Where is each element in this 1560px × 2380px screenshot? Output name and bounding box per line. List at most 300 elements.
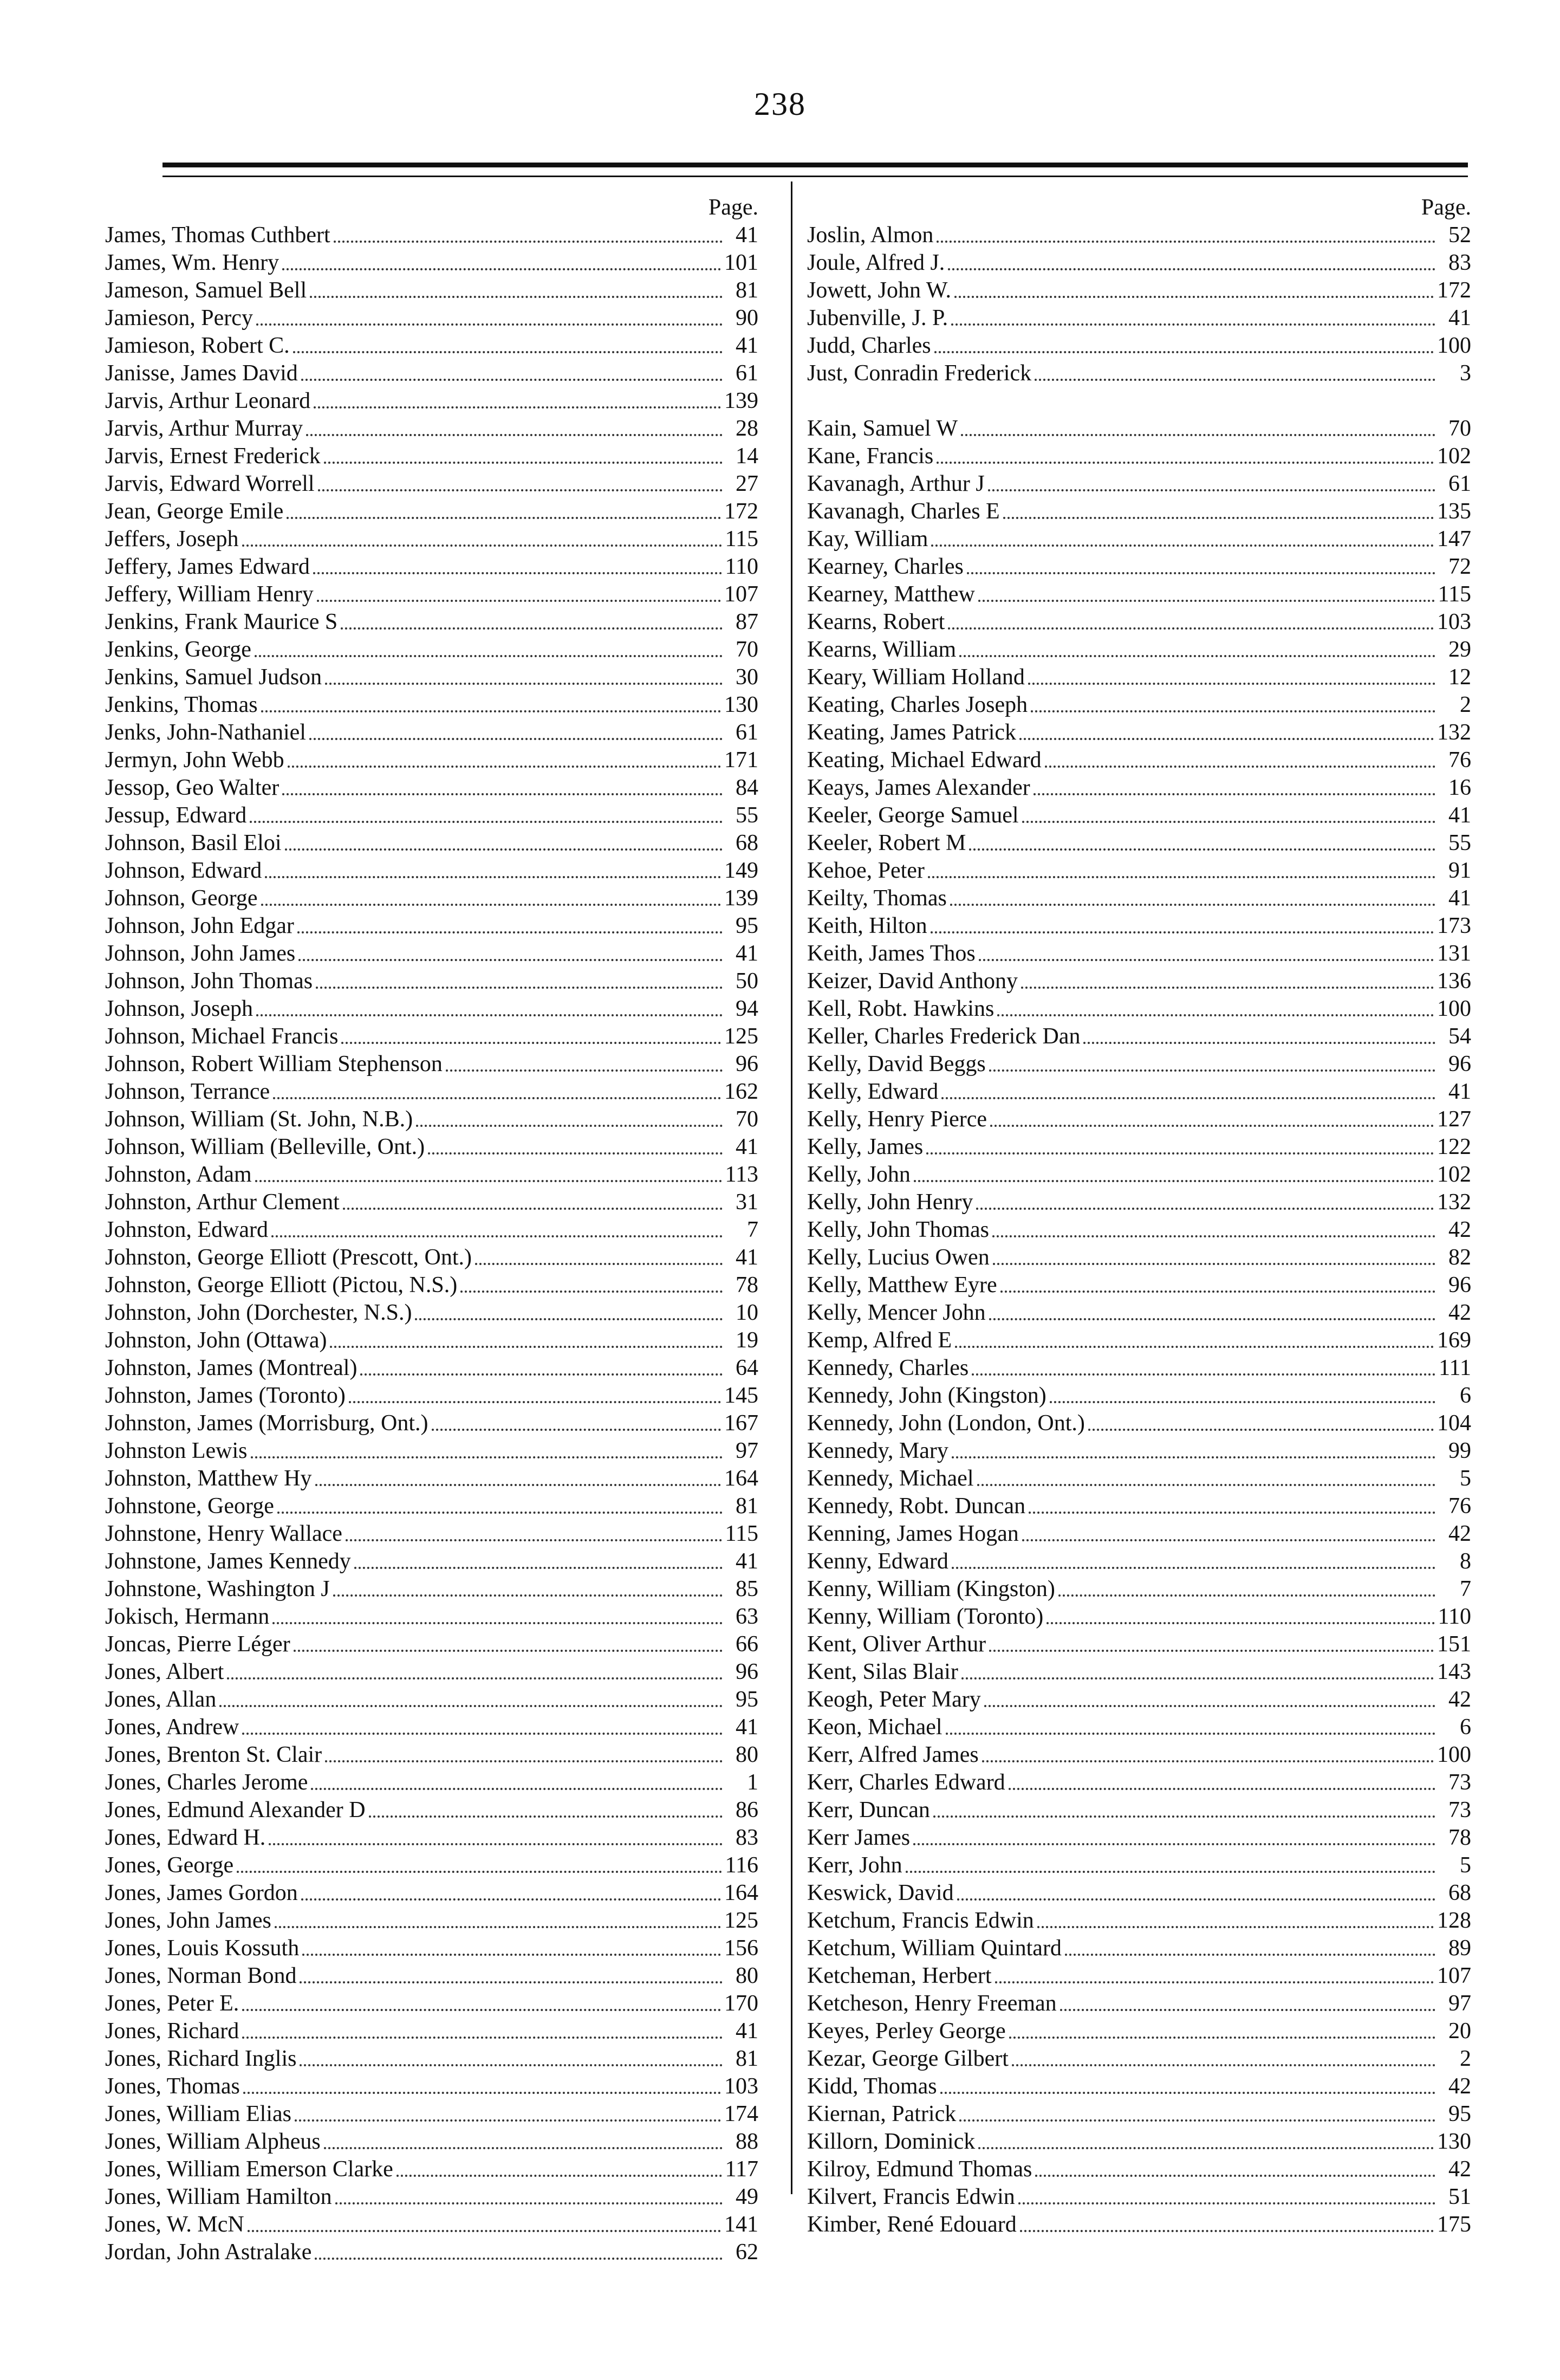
entry-page: 103 <box>1437 609 1471 634</box>
right-column <box>807 194 1471 2239</box>
header-rule-thin <box>162 176 1468 177</box>
entry-page: 125 <box>724 1908 758 1933</box>
leader-dots <box>256 323 723 326</box>
entry-page: 169 <box>1437 1328 1471 1353</box>
index-entry <box>807 1299 1471 1327</box>
entry-page: 145 <box>724 1383 758 1408</box>
index-entry <box>807 2018 1471 2045</box>
entry-page: 78 <box>1448 1825 1471 1850</box>
index-entry <box>105 2183 758 2211</box>
entry-name: Jones, Richard Inglis <box>105 2046 297 2071</box>
index-entry <box>105 2018 758 2045</box>
leader-dots <box>324 462 723 464</box>
leader-dots <box>271 1235 723 1237</box>
leader-dots <box>310 296 723 298</box>
entry-page: 42 <box>1448 1300 1471 1325</box>
index-entry <box>105 1161 758 1189</box>
entry-name: Janisse, James David <box>105 361 298 386</box>
entry-page: 42 <box>1448 2157 1471 2182</box>
entry-page: 99 <box>1448 1438 1471 1463</box>
leader-dots <box>1003 517 1434 519</box>
entry-page: 95 <box>736 913 758 938</box>
entry-page: 96 <box>736 1052 758 1076</box>
entry-page: 100 <box>1437 1742 1471 1767</box>
leader-dots <box>242 2037 723 2039</box>
index-entry <box>807 1272 1471 1299</box>
leader-dots <box>959 655 1435 657</box>
index-entry <box>105 912 758 940</box>
index-entry <box>807 360 1471 387</box>
entry-page: 20 <box>1448 2019 1471 2044</box>
entry-page: 55 <box>736 803 758 828</box>
leader-dots <box>1031 710 1435 712</box>
leader-dots <box>951 323 1435 326</box>
index-entry <box>807 498 1471 526</box>
leader-dots <box>978 600 1435 602</box>
index-entry <box>105 1133 758 1161</box>
index-entry <box>105 1244 758 1272</box>
entry-name: Keays, James Alexander <box>807 775 1030 800</box>
leader-dots <box>475 1263 723 1265</box>
entry-name: Joslin, Almon <box>807 223 934 248</box>
entry-name: Kearney, Matthew <box>807 582 975 607</box>
index-entry <box>105 2128 758 2156</box>
column-divider <box>791 181 792 2194</box>
entry-name: Johnson, William (St. John, N.B.) <box>105 1107 413 1132</box>
entry-name: Keswick, David <box>807 1880 954 1905</box>
leader-dots <box>428 1152 723 1155</box>
leader-dots <box>969 848 1435 851</box>
entry-page: 41 <box>736 1134 758 1159</box>
index-entry <box>807 2045 1471 2073</box>
leader-dots <box>349 1401 721 1403</box>
leader-dots <box>282 793 723 795</box>
index-entry <box>105 415 758 443</box>
index-entry <box>105 2156 758 2183</box>
entry-page: 84 <box>736 775 758 800</box>
index-entry <box>105 1272 758 1299</box>
entry-name: Jones, Norman Bond <box>105 1963 297 1988</box>
entry-name: Kehoe, Peter <box>807 858 925 883</box>
entry-name: Johnston, Arthur Clement <box>105 1190 340 1215</box>
entry-page: 87 <box>736 609 758 634</box>
leader-dots <box>256 1014 723 1016</box>
leader-dots <box>309 738 723 740</box>
leader-dots <box>333 1594 723 1597</box>
index-entry <box>807 802 1471 829</box>
index-entry <box>105 1382 758 1410</box>
entry-name: Johnston Lewis <box>105 1438 248 1463</box>
entry-page: 3 <box>1460 361 1471 386</box>
leader-dots <box>988 489 1435 491</box>
leader-dots <box>928 876 1435 878</box>
leader-dots <box>324 2147 723 2149</box>
entry-page: 122 <box>1437 1134 1471 1159</box>
entry-page: 5 <box>1460 1466 1471 1491</box>
entry-name: Jenkins, Frank Maurice S <box>105 609 338 634</box>
index-entry <box>807 1962 1471 1990</box>
leader-dots <box>295 2119 721 2122</box>
leader-dots <box>1035 2175 1435 2177</box>
entry-page: 110 <box>1438 1604 1471 1629</box>
index-entry <box>105 2100 758 2128</box>
index-entry <box>105 1050 758 1078</box>
entry-name: Kelly, Edward <box>807 1079 939 1104</box>
leader-dots <box>1045 766 1435 768</box>
entry-name: Jessop, Geo Walter <box>105 775 280 800</box>
leader-dots <box>957 1898 1435 1901</box>
entry-page: 171 <box>724 748 758 773</box>
leader-dots <box>989 1318 1435 1320</box>
entry-name: Joule, Alfred J. <box>807 250 945 275</box>
index-entry <box>105 1686 758 1714</box>
entry-name: Jones, Richard <box>105 2019 239 2044</box>
entry-page: 6 <box>1460 1383 1471 1408</box>
entry-page: 139 <box>724 886 758 911</box>
index-entry <box>105 2045 758 2073</box>
entry-name: Kiernan, Patrick <box>807 2102 957 2126</box>
entry-page: 72 <box>1448 554 1471 579</box>
entry-name: Jarvis, Arthur Murray <box>105 416 303 441</box>
entry-page: 167 <box>724 1411 758 1436</box>
index-entry <box>105 526 758 553</box>
leader-dots <box>301 1898 721 1901</box>
entry-page: 96 <box>1448 1052 1471 1076</box>
leader-dots <box>335 2202 723 2204</box>
entry-page: 88 <box>736 2129 758 2154</box>
entry-page: 170 <box>724 1991 758 2016</box>
entry-name: Jones, John James <box>105 1908 271 1933</box>
index-entry <box>105 1327 758 1354</box>
entry-name: Jones, Edmund Alexander D <box>105 1798 366 1823</box>
entry-page: 111 <box>1439 1356 1471 1380</box>
leader-dots <box>460 1290 723 1293</box>
entry-page: 162 <box>724 1079 758 1104</box>
entry-page: 81 <box>736 278 758 303</box>
leader-dots <box>992 1235 1435 1237</box>
leader-dots <box>277 1512 723 1514</box>
index-entry <box>105 1548 758 1575</box>
leader-dots <box>297 931 723 933</box>
entry-name: James, Wm. Henry <box>105 250 280 275</box>
entry-name: Jamieson, Percy <box>105 306 253 330</box>
entry-name: Jones, James Gordon <box>105 1880 298 1905</box>
entry-page: 151 <box>1437 1632 1471 1657</box>
entry-name: Jarvis, Ernest Frederick <box>105 444 321 469</box>
page-number: 238 <box>754 86 806 122</box>
entry-page: 70 <box>736 637 758 662</box>
entry-page: 94 <box>736 996 758 1021</box>
entry-page: 141 <box>724 2212 758 2237</box>
entry-page: 131 <box>1437 941 1471 966</box>
entry-name: Jarvis, Arthur Leonard <box>105 388 311 413</box>
entry-page: 41 <box>736 2019 758 2044</box>
index-entry <box>105 636 758 664</box>
left-page-heading: Page. <box>708 195 758 220</box>
entry-page: 41 <box>1448 886 1471 911</box>
entry-name: Johnson, Basil Eloi <box>105 831 282 855</box>
entry-name: Jean, George Emile <box>105 499 284 524</box>
leader-dots <box>906 1871 1435 1873</box>
entry-name: Jeffers, Joseph <box>105 527 239 552</box>
index-entry <box>807 1327 1471 1354</box>
entry-page: 68 <box>736 831 758 855</box>
index-entry <box>807 1354 1471 1382</box>
index-entry <box>807 2156 1471 2183</box>
entry-page: 85 <box>736 1577 758 1601</box>
entry-name: Kennedy, Robt. Duncan <box>807 1494 1026 1519</box>
entry-page: 100 <box>1437 333 1471 358</box>
leader-dots <box>275 1926 721 1928</box>
entry-name: Kennedy, John (London, Ont.) <box>807 1411 1085 1436</box>
right-k-entries <box>807 415 1471 2239</box>
entry-name: Keyes, Perley George <box>807 2019 1006 2044</box>
entry-page: 41 <box>736 1549 758 1574</box>
entry-page: 61 <box>736 361 758 386</box>
leader-dots <box>946 1733 1435 1735</box>
entry-name: Jenkins, George <box>105 637 251 662</box>
leader-dots <box>993 1263 1435 1265</box>
entry-page: 42 <box>1448 1687 1471 1712</box>
entry-page: 2 <box>1460 2046 1471 2071</box>
entry-page: 50 <box>736 969 758 994</box>
entry-page: 107 <box>1437 1963 1471 1988</box>
index-entry <box>105 1797 758 1824</box>
leader-dots <box>931 544 1434 547</box>
entry-page: 156 <box>724 1936 758 1961</box>
index-entry <box>105 304 758 332</box>
entry-name: Kell, Robt. Hawkins <box>807 996 994 1021</box>
leader-dots <box>1022 1539 1435 1541</box>
entry-name: Ketchum, William Quintard <box>807 1936 1062 1961</box>
entry-page: 66 <box>736 1632 758 1657</box>
index-entry <box>105 1824 758 1852</box>
leader-dots <box>250 821 723 823</box>
leader-dots <box>937 241 1435 243</box>
leader-dots <box>300 2064 723 2066</box>
entry-name: James, Thomas Cuthbert <box>105 223 330 248</box>
entry-page: 130 <box>724 692 758 717</box>
leader-dots <box>1029 1512 1435 1514</box>
entry-page: 19 <box>736 1328 758 1353</box>
leader-dots <box>1037 1926 1434 1928</box>
index-entry <box>105 277 758 304</box>
leader-dots <box>934 351 1434 353</box>
leader-dots <box>325 1760 723 1762</box>
leader-dots <box>1028 683 1435 685</box>
index-entry <box>807 415 1471 443</box>
entry-name: Jones, Peter E. <box>105 1991 239 2016</box>
entry-page: 41 <box>736 1245 758 1270</box>
leader-dots <box>950 904 1435 906</box>
entry-page: 172 <box>724 499 758 524</box>
leader-dots <box>1022 821 1435 823</box>
index-entry <box>105 1769 758 1797</box>
index-entry <box>105 581 758 608</box>
leader-dots <box>273 1097 721 1099</box>
entry-page: 61 <box>736 720 758 745</box>
entry-name: Johnston, James (Montreal) <box>105 1356 358 1380</box>
entry-page: 80 <box>736 1963 758 1988</box>
leader-dots <box>997 1014 1434 1016</box>
index-entry <box>807 1797 1471 1824</box>
index-entry <box>105 802 758 829</box>
leader-dots <box>1020 2230 1434 2232</box>
index-entry <box>105 1658 758 1686</box>
entry-page: 107 <box>724 582 758 607</box>
index-entry <box>807 2100 1471 2128</box>
index-entry <box>105 774 758 802</box>
leader-dots <box>984 1705 1435 1707</box>
index-entry <box>105 1520 758 1548</box>
entry-name: Johnstone, Washington J <box>105 1577 330 1601</box>
entry-name: Kelly, Henry Pierce <box>807 1107 987 1132</box>
entry-page: 76 <box>1448 748 1471 773</box>
leader-dots <box>219 1705 723 1707</box>
entry-page: 62 <box>736 2240 758 2265</box>
index-entry <box>105 1935 758 1962</box>
index-entry <box>807 1603 1471 1631</box>
entry-name: Kearney, Charles <box>807 554 964 579</box>
leader-dots <box>972 1373 1435 1376</box>
entry-name: Kerr, Alfred James <box>807 1742 979 1767</box>
index-entry <box>105 1354 758 1382</box>
entry-name: Jones, Brenton St. Clair <box>105 1742 322 1767</box>
entry-page: 41 <box>1448 803 1471 828</box>
entry-name: Kain, Samuel W <box>807 416 958 441</box>
entry-page: 73 <box>1448 1798 1471 1823</box>
entry-page: 174 <box>724 2102 758 2126</box>
entry-page: 10 <box>736 1300 758 1325</box>
leader-dots <box>294 1650 723 1652</box>
entry-name: Johnson, Robert William Stephenson <box>105 1052 443 1076</box>
entry-name: Kelly, Mencer John <box>807 1300 986 1325</box>
entry-name: Kerr, Duncan <box>807 1798 930 1823</box>
entry-name: Kidd, Thomas <box>807 2074 937 2099</box>
index-entry <box>807 1631 1471 1658</box>
entry-page: 135 <box>1437 499 1471 524</box>
index-entry <box>105 387 758 415</box>
index-entry <box>807 885 1471 912</box>
entry-page: 117 <box>725 2157 758 2182</box>
entry-name: Jamieson, Robert C. <box>105 333 290 358</box>
index-entry <box>807 1133 1471 1161</box>
leader-dots <box>343 1208 723 1210</box>
entry-page: 27 <box>736 471 758 496</box>
leader-dots <box>926 1152 1434 1155</box>
entry-page: 61 <box>1448 471 1471 496</box>
leader-dots <box>1009 2037 1435 2039</box>
entry-page: 104 <box>1437 1411 1471 1436</box>
leader-dots <box>1083 1042 1435 1044</box>
entry-page: 115 <box>725 1521 758 1546</box>
entry-name: Jeffery, William Henry <box>105 582 314 607</box>
index-entry <box>105 1106 758 1133</box>
leader-dots <box>933 1815 1435 1818</box>
entry-page: 73 <box>1448 1770 1471 1795</box>
index-entry <box>807 277 1471 304</box>
entry-name: Johnson, John Edgar <box>105 913 294 938</box>
entry-page: 29 <box>1448 637 1471 662</box>
leader-dots <box>315 2258 723 2260</box>
entry-name: Jones, George <box>105 1853 234 1878</box>
entry-name: Johnston, James (Toronto) <box>105 1383 346 1408</box>
entry-page: 51 <box>1448 2184 1471 2209</box>
index-entry <box>807 1686 1471 1714</box>
index-entry <box>807 2073 1471 2100</box>
entry-name: Kelly, James <box>807 1134 924 1159</box>
entry-name: Kerr, Charles Edward <box>807 1770 1005 1795</box>
index-entry <box>105 2073 758 2100</box>
leader-dots <box>1088 1429 1434 1431</box>
entry-name: Kenny, William (Kingston) <box>807 1577 1055 1601</box>
entry-name: Killorn, Dominick <box>807 2129 976 2154</box>
index-entry <box>105 470 758 498</box>
entry-page: 164 <box>724 1880 758 1905</box>
leader-dots <box>313 572 722 574</box>
index-entry <box>105 1907 758 1935</box>
entry-page: 127 <box>1437 1107 1471 1132</box>
entry-name: Johnston, George Elliott (Pictou, N.S.) <box>105 1273 458 1298</box>
index-entry <box>807 443 1471 470</box>
entry-page: 41 <box>736 333 758 358</box>
leader-dots <box>227 1677 723 1679</box>
index-entry <box>807 1575 1471 1603</box>
entry-page: 28 <box>736 416 758 441</box>
entry-page: 1 <box>747 1770 758 1795</box>
index-entry <box>105 498 758 526</box>
index-entry <box>105 1465 758 1493</box>
index-entry <box>807 968 1471 995</box>
entry-name: Johnston, John (Dorchester, N.S.) <box>105 1300 412 1325</box>
entry-name: Jameson, Samuel Bell <box>105 278 307 303</box>
entry-name: Kelly, John <box>807 1162 911 1187</box>
entry-page: 96 <box>1448 1273 1471 1298</box>
entry-name: Kerr, John <box>807 1853 902 1878</box>
entry-name: Jones, Edward H. <box>105 1825 266 1850</box>
entry-name: Jones, William Elias <box>105 2102 291 2126</box>
leader-dots <box>302 1954 721 1956</box>
index-entry <box>807 581 1471 608</box>
entry-page: 64 <box>736 1356 758 1380</box>
entry-page: 89 <box>1448 1936 1471 1961</box>
entry-page: 52 <box>1448 223 1471 248</box>
leader-dots <box>287 517 721 519</box>
entry-page: 41 <box>1448 1079 1471 1104</box>
entry-page: 55 <box>1448 831 1471 855</box>
entry-name: Jessup, Edward <box>105 803 247 828</box>
entry-name: Keller, Charles Frederick Dan <box>807 1024 1081 1049</box>
entry-name: Jones, Allan <box>105 1687 217 1712</box>
leader-dots <box>989 1069 1435 1072</box>
leader-dots <box>248 2230 721 2232</box>
leader-dots <box>341 627 723 630</box>
entry-page: 86 <box>736 1798 758 1823</box>
index-entry <box>807 829 1471 857</box>
index-entry <box>105 2211 758 2239</box>
letter-gap <box>807 387 1471 415</box>
index-entry <box>807 691 1471 719</box>
entry-page: 41 <box>736 1715 758 1740</box>
index-entry <box>105 1299 758 1327</box>
entry-page: 54 <box>1448 1024 1471 1049</box>
entry-page: 12 <box>1448 665 1471 690</box>
index-entry <box>807 995 1471 1023</box>
leader-dots <box>314 406 721 408</box>
leader-dots <box>914 1180 1434 1182</box>
leader-dots <box>1034 793 1435 795</box>
index-entry <box>105 553 758 581</box>
